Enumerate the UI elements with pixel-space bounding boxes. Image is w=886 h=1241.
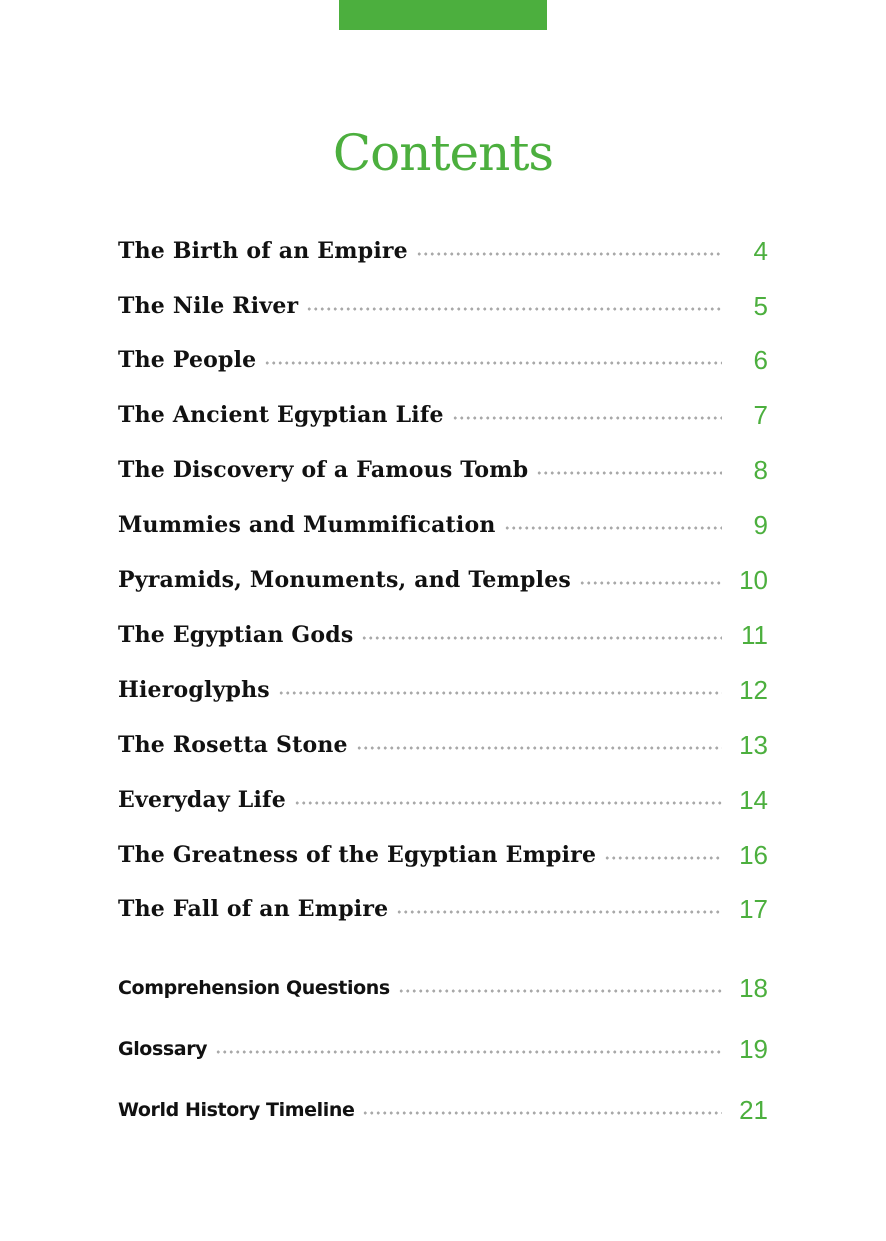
toc-entry[interactable]	[118, 615, 768, 655]
toc-entry[interactable]	[118, 835, 768, 875]
toc-entry-title: Pyramids, Monuments, and Temples	[118, 567, 571, 593]
toc-page-number: 4	[753, 235, 768, 266]
toc-page-number: 5	[753, 290, 768, 321]
toc-entry-title: Mummies and Mummification	[118, 512, 496, 538]
toc-page-number: 10	[739, 564, 768, 595]
dot-leader	[396, 910, 722, 914]
toc-entry-title: The Egyptian Gods	[118, 622, 354, 648]
toc-entry-back-matter[interactable]	[118, 1029, 768, 1069]
dot-leader	[362, 1111, 722, 1115]
dot-leader	[452, 416, 722, 420]
dot-leader	[579, 581, 722, 585]
toc-entry[interactable]	[118, 231, 768, 271]
toc-entry-title: The Discovery of a Famous Tomb	[118, 457, 529, 483]
dot-leader	[306, 307, 722, 311]
toc-entry-title: The Rosetta Stone	[118, 732, 348, 758]
dot-leader	[361, 636, 722, 640]
toc-entry[interactable]	[118, 560, 768, 600]
dot-leader	[278, 691, 722, 695]
dot-leader	[416, 252, 722, 256]
dot-leader	[294, 801, 722, 805]
toc-page-number: 12	[739, 674, 768, 705]
toc-entry[interactable]	[118, 395, 768, 435]
dot-leader	[398, 989, 722, 993]
toc-page-number: 13	[739, 729, 768, 760]
toc-entry[interactable]	[118, 340, 768, 380]
toc-entry[interactable]	[118, 725, 768, 765]
toc-entry[interactable]	[118, 670, 768, 710]
toc-entry-back-matter[interactable]	[118, 968, 768, 1008]
toc-entry-title: Comprehension Questions	[118, 977, 390, 999]
toc-page-number: 16	[739, 839, 768, 870]
toc-entry-title: Glossary	[118, 1038, 208, 1060]
toc-page-number: 9	[753, 509, 768, 540]
toc-page-number: 7	[753, 399, 768, 430]
toc-page-number: 14	[739, 784, 768, 815]
toc-entry-title: The People	[118, 347, 257, 373]
toc-entry-back-matter[interactable]	[118, 1090, 768, 1130]
toc-entry[interactable]	[118, 450, 768, 490]
dot-leader	[264, 361, 722, 365]
toc-entry-title: The Birth of an Empire	[118, 238, 408, 264]
dot-leader	[504, 526, 722, 530]
toc-entry[interactable]	[118, 889, 768, 929]
toc-entry[interactable]	[118, 286, 768, 326]
toc-entry[interactable]	[118, 505, 768, 545]
toc-entry-title: Everyday Life	[118, 787, 286, 813]
dot-leader	[536, 471, 722, 475]
page-title: Contents	[332, 124, 554, 182]
toc-page-number: 19	[739, 1033, 768, 1064]
toc-page-number: 21	[739, 1094, 768, 1125]
toc-page-number: 8	[753, 454, 768, 485]
dot-leader	[356, 746, 722, 750]
toc-page-number: 17	[739, 893, 768, 924]
toc-entry-title: Hieroglyphs	[118, 677, 270, 703]
toc-entry[interactable]	[118, 780, 768, 820]
toc-page-number: 11	[741, 619, 768, 650]
toc-entry-title: The Greatness of the Egyptian Empire	[118, 842, 597, 868]
toc-entry-title: The Nile River	[118, 293, 299, 319]
toc-entry-title: The Ancient Egyptian Life	[118, 402, 444, 428]
dot-leader	[604, 856, 722, 860]
toc-entry-title: The Fall of an Empire	[118, 896, 389, 922]
toc-entry-title: World History Timeline	[118, 1099, 355, 1121]
toc-page-number: 18	[739, 972, 768, 1003]
toc-page-number: 6	[753, 344, 768, 375]
dot-leader	[215, 1050, 722, 1054]
